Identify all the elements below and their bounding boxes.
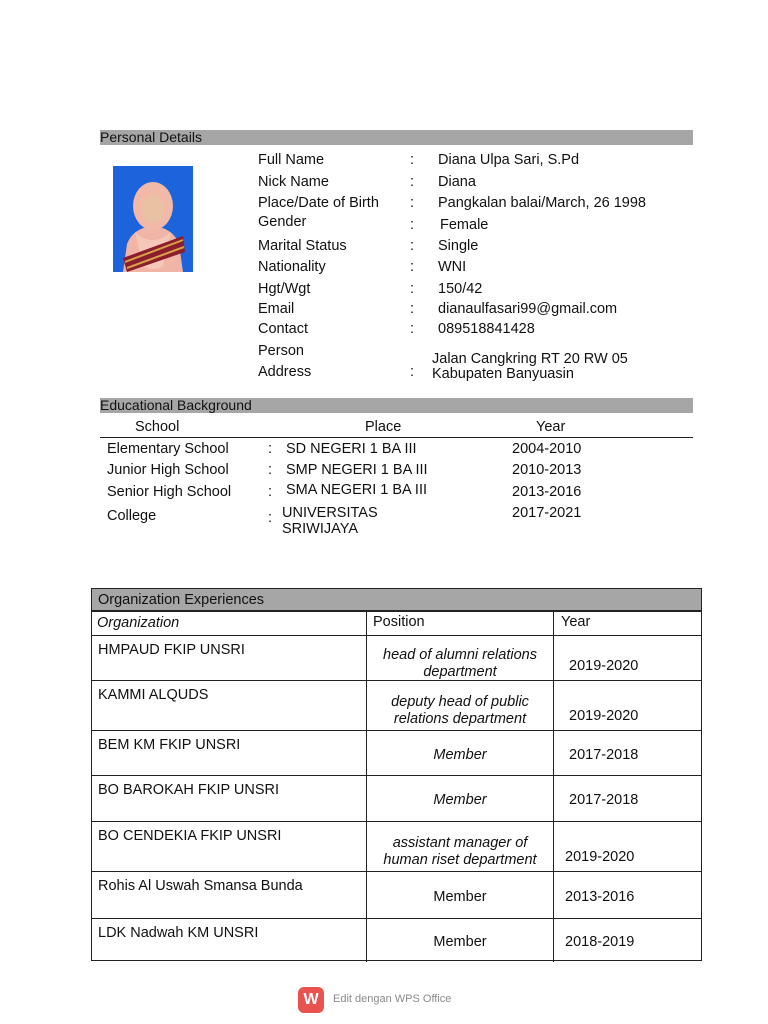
table-row-divider [92,775,701,776]
org-position-line: head of alumni relations [383,646,537,663]
personal-colon: : [410,217,415,233]
org-position [367,835,553,869]
personal-label: Gender [258,214,307,230]
org-year: 2019-2020 [569,708,639,724]
org-year: 2013-2016 [565,888,635,905]
education-place: SD NEGERI 1 BA III [286,441,417,457]
table-row-divider [92,730,701,731]
org-year: 2019-2020 [569,658,639,674]
organization-heading: Organization Experiences [92,589,701,611]
personal-value: 089518841428 [438,321,535,337]
personal-value: Pangkalan balai/March, 26 1998 [438,195,646,211]
personal-value: WNI [438,259,467,275]
personal-label: Marital Status [258,238,347,254]
table-col-divider [553,611,554,962]
org-year: 2017-2018 [569,792,639,808]
address-line-1: Jalan Cangkring RT 20 RW 05 [432,351,628,367]
person-label: Person [258,343,304,359]
personal-colon: : [410,259,415,275]
education-col-school: School [135,419,180,435]
personal-label: Email [258,301,295,317]
education-place: UNIVERSITAS [282,505,378,521]
education-divider [100,437,693,438]
address-colon: : [410,364,415,380]
personal-details-heading: Personal Details [100,130,693,145]
personal-label: Contact [258,321,308,337]
education-colon: : [268,441,273,457]
table-row-divider [92,918,701,919]
org-position: Member [433,746,487,763]
table-row-divider [92,871,701,872]
org-position-line: department [423,663,497,680]
personal-value: Female [440,217,489,233]
education-year: 2017-2021 [512,505,582,521]
org-name: KAMMI ALQUDS [98,687,209,703]
organization-col-year: Year [561,614,591,630]
education-school: Senior High School [107,484,232,500]
education-place: SRIWIJAYA [282,521,358,537]
education-year: 2004-2010 [512,441,582,457]
personal-value: Diana [438,174,476,190]
education-col-year: Year [536,419,566,435]
personal-colon: : [410,281,415,297]
address-label: Address [258,364,312,380]
org-position-line: human riset department [383,852,537,868]
org-name: LDK Nadwah KM UNSRI [98,925,259,941]
personal-label: Place/Date of Birth [258,195,379,211]
personal-colon: : [410,152,415,168]
personal-value: dianaulfasari99@gmail.com [438,301,618,317]
org-year: 2019-2020 [565,849,635,865]
education-school: College [107,508,157,524]
personal-value: Diana Ulpa Sari, S.Pd [438,152,580,168]
organization-col-position: Position [373,614,425,630]
education-colon: : [268,484,273,500]
personal-colon: : [410,321,415,337]
org-year: 2017-2018 [569,746,639,763]
org-position-line: assistant manager of [392,835,528,851]
organization-table [91,588,702,961]
personal-value: Single [438,238,479,254]
wps-office-logo-icon[interactable]: W [298,987,324,1013]
personal-label: Hgt/Wgt [258,281,311,297]
org-name: BO CENDEKIA FKIP UNSRI [98,828,282,844]
org-position [367,647,553,681]
personal-colon: : [410,195,415,211]
personal-colon: : [410,174,415,190]
education-year: 2013-2016 [512,484,582,500]
education-place: SMP NEGERI 1 BA III [286,462,428,478]
personal-colon: : [410,238,415,254]
org-position: Member [433,792,487,808]
org-position: Member [433,888,487,905]
org-name: HMPAUD FKIP UNSRI [98,642,245,658]
org-position-line: relations department [393,711,527,727]
personal-label: Nationality [258,259,326,275]
personal-value: 150/42 [438,281,483,297]
org-position: Member [433,934,487,950]
org-position [367,694,553,728]
org-name: BO BAROKAH FKIP UNSRI [98,782,280,798]
org-name: Rohis Al Uswah Smansa Bunda [98,878,303,894]
wps-edit-link[interactable]: Edit dengan WPS Office [333,993,452,1005]
address-line-2: Kabupaten Banyuasin [432,366,574,382]
education-school: Elementary School [107,441,229,457]
personal-colon: : [410,301,415,317]
table-row-divider [92,635,701,636]
education-place: SMA NEGERI 1 BA III [286,482,428,498]
education-colon: : [268,462,273,478]
table-row-divider [92,821,701,822]
education-col-place: Place [365,419,402,435]
personal-label: Nick Name [258,174,329,190]
education-year: 2010-2013 [512,462,582,478]
personal-label: Full Name [258,152,325,168]
org-position-line: deputy head of public [391,694,529,710]
education-school: Junior High School [107,462,229,478]
education-colon: : [268,510,273,526]
profile-photo [113,166,193,272]
organization-col-org: Organization [97,615,180,631]
education-heading: Educational Background [100,398,693,413]
table-row-divider [92,611,701,612]
org-name: BEM KM FKIP UNSRI [98,737,241,753]
org-year: 2018-2019 [565,934,635,950]
